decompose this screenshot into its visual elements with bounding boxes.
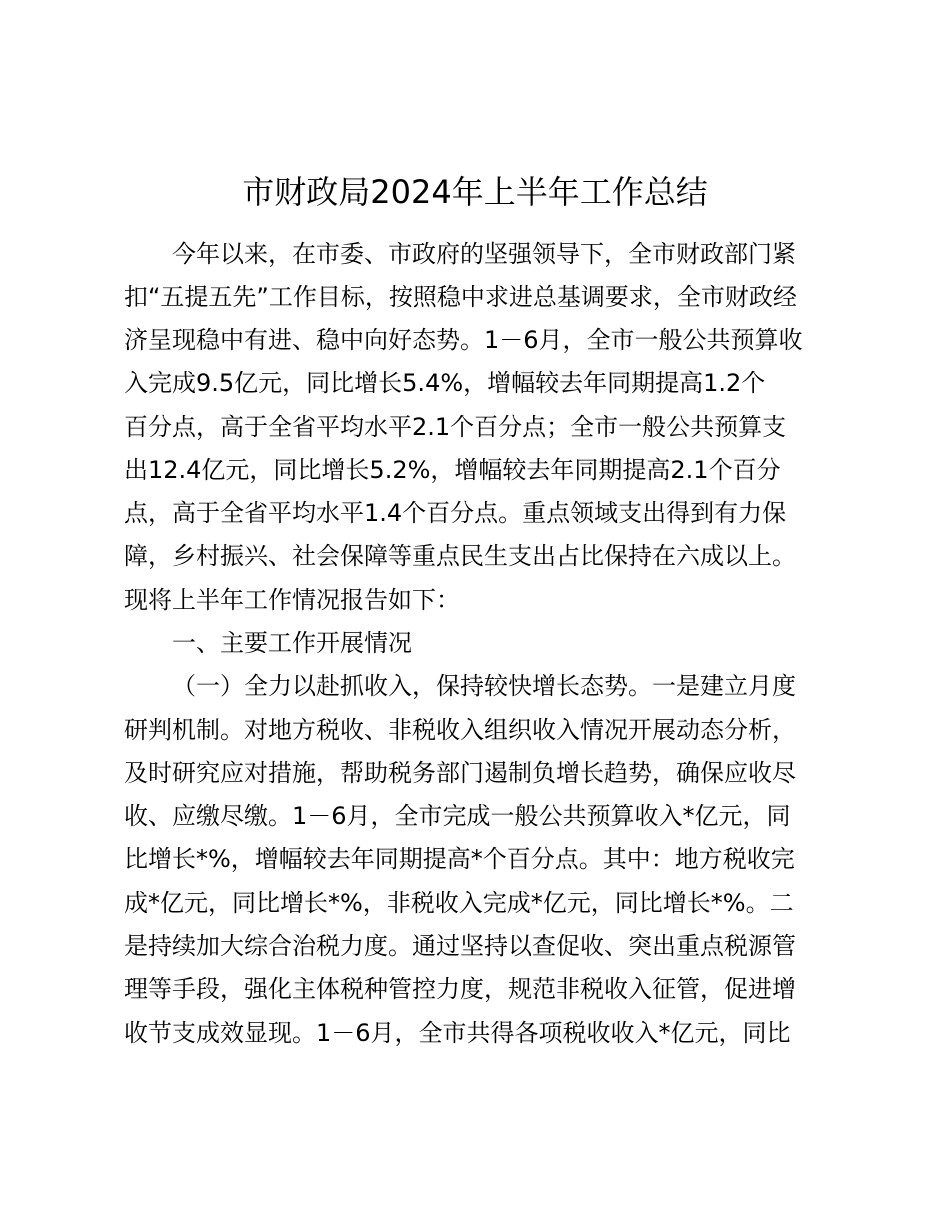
paragraph-line: 研判机制。对地方税收、非税收入组织收入情况开展动态分析， [124,716,796,744]
paragraph-line: 是持续加大综合治税力度。通过坚持以查促收、突出重点税源管 [124,932,796,960]
section-heading: 一、主要工作开展情况 [172,629,412,657]
paragraph-line: 扣“五提五先”工作目标，按照稳中求进总基调要求，全市财政经 [124,283,797,311]
paragraph-line: 入完成9.5亿元，同比增长5.4%，增幅较去年同期提高1.2个 [124,369,766,397]
paragraph-line: 济呈现稳中有进、稳中向好态势。1－6月，全市一般公共预算收 [124,326,803,354]
document-title: 市财政局2024年上半年工作总结 [242,173,708,211]
paragraph-line: 理等手段，强化主体税种管控力度，规范非税收入征管，促进增 [124,975,796,1003]
paragraph-line: 出12.4亿元，同比增长5.2%，增幅较去年同期提高2.1个百分 [124,456,781,484]
paragraph-line: 今年以来，在市委、市政府的坚强领导下，全市财政部门紧 [172,240,796,268]
paragraph-line: 成*亿元，同比增长*%，非税收入完成*亿元，同比增长*%。二 [124,889,794,917]
paragraph-line: 百分点，高于全省平均水平2.1个百分点；全市一般公共预算支 [124,413,787,441]
paragraph-line: 收节支成效显现。1－6月，全市共得各项税收收入*亿元，同比 [124,1019,791,1047]
paragraph-line: 障，乡村振兴、社会保障等重点民生支出占比保持在六成以上。 [124,542,796,570]
paragraph-line: 比增长*%，增幅较去年同期提高*个百分点。其中：地方税收完 [124,845,795,873]
paragraph-line: 及时研究应对措施，帮助税务部门遏制负增长趋势，确保应收尽 [124,759,796,787]
paragraph-line: （一）全力以赴抓收入，保持较快增长态势。一是建立月度 [172,672,796,700]
paragraph-line: 点，高于全省平均水平1.4个百分点。重点领域支出得到有力保 [124,499,787,527]
paragraph-line: 收、应缴尽缴。1－6月，全市完成一般公共预算收入*亿元，同 [124,802,791,830]
paragraph-line: 现将上半年工作情况报告如下： [124,586,460,614]
